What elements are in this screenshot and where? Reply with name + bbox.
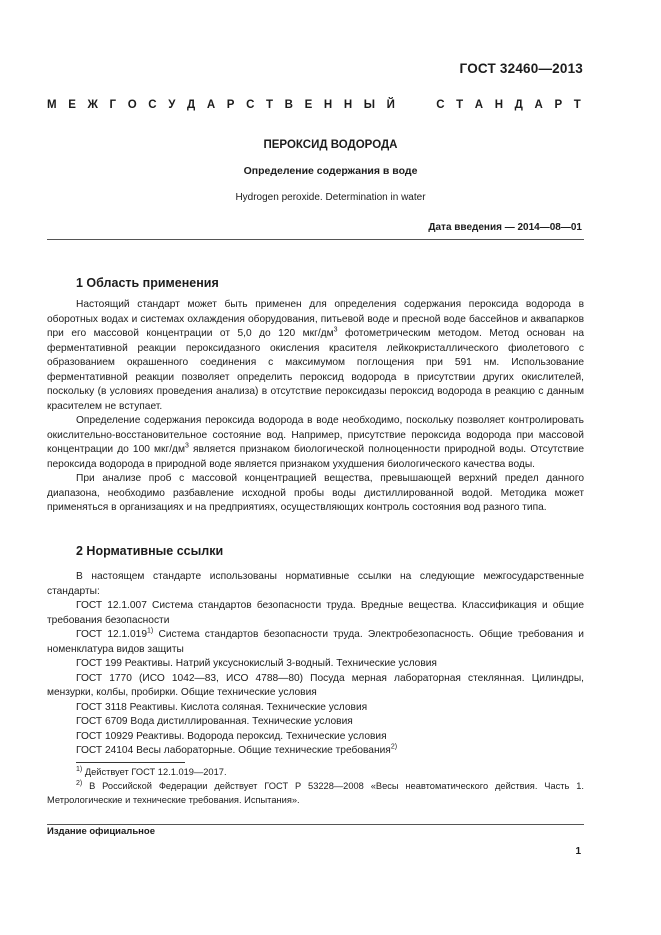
banner-letter: Г [109,99,117,111]
banner-letter: Н [343,99,353,111]
banner-letter: Е [304,99,313,111]
header-divider [47,239,584,240]
section-1-paragraph-1: Настоящий стандарт может быть применен для определения содержания пероксида водорода в оборотных водах и системах охлаждения оборудования, питьевой воде и пресной воде бассейнов и аквапарков при его массовой концентрации от 5,0 до 120 мкг/$дм^3$ фотометрическим методом. Метод основан на ферментативной реакции пероксидазного окисления красителя лейкокристаллического фиолетового с образованием окрашенного соединения с максимумом поглощения при 591 нм. Использование ферментативной реакции позволяет определить пероксид водорода в присутствии других окислителей, поскольку (в условиях проведения анализа) в отсутствие пероксидазы пероксид водорода в реакцию с данным красителем не вступает. [47,299,584,412]
banner-letter: Р [226,99,235,111]
banner-letter: Н [494,99,504,111]
banner-letter: Ы [363,99,376,111]
reference-item: ГОСТ 10929 Реактивы. Водорода пероксид. Технические условия [76,730,387,742]
banner-letter: Т [266,99,274,111]
banner-letter: А [206,99,216,111]
reference-item: ГОСТ 12.1.019$^{1)}$ Система стандартов безопасности труда. Электробезопасность. Общие требования и номенклатура видов защиты [47,627,584,655]
official-edition-label: Издание официальное [47,826,155,837]
banner-letter: Е [68,99,76,111]
reference-item: ГОСТ 12.1.007 Система стандартов безопасности труда. Вредные вещества. Классификация и общие требования безопасности [47,600,584,626]
banner-letter: Й [386,99,395,111]
banner-letter: Т [573,99,581,111]
banner-letter: С [436,99,445,111]
banner-letter: У [168,99,176,111]
footnote-1: $^{1)}$ Действует ГОСТ 12.1.019—2017. [76,765,227,777]
document-subtitle: Определение содержания в воде [243,165,418,177]
introduction-date: Дата введения — 2014—08—01 [428,222,582,233]
section-1-heading: 1 Область применения [76,276,219,290]
reference-item: ГОСТ 199 Реактивы. Натрий уксуснокислый 3-водный. Технические условия [76,658,437,669]
banner-letter [421,99,424,111]
footnote-2: $^{2)}$ В Российской Федерации действует ГОСТ Р 53228—2008 «Весы неавтоматического действия. Часть 1. Метрологические и технические требования. Испытания». [47,779,584,805]
english-title: Hydrogen peroxide. Determination in water [235,192,426,203]
section-2-heading: 2 Нормативные ссылки [76,544,224,558]
banner-letter: Т [456,99,464,111]
document-title: ПЕРОКСИД ВОДОРОДА [263,139,398,151]
banner-letter: Н [323,99,333,111]
reference-item: ГОСТ 1770 (ИСО 1042—83, ИСО 4788—80) Посуда мерная лабораторная стеклянная. Цилиндры, мензурки, колбы, пробирки. Общие технические условия [47,672,584,698]
standard-number: ГОСТ 32460—2013 [459,61,583,76]
banner-letter: Д [187,99,196,111]
banner-letter: Ж [87,99,98,111]
banner-letter: С [246,99,255,111]
banner-letter [407,99,410,111]
banner-letter: А [534,99,543,111]
section-1-body [47,298,584,516]
section-1-paragraph-3: При анализе проб с массовой концентрацией вещества, превышающей верхний предел данного диапазона, необходимо разбавление исходной пробы воды дистиллированной водой. Методика может применяться в организациях и на предприятиях, осуществляющих контроль состояния вод разного типа. [47,473,584,513]
section-1-paragraph-2: Определение содержания пероксида водорода в воде необходимо, поскольку позволяет контролировать окислительно-восстановительное состояние вод. Например, присутствие пероксида водорода при массовой концентрации до 100 мкг/$дм^3$ является признаком биологической полноценности природной воды. Отсутствие пероксида водорода в природной воде является признаком ухудшения биологического качества воды. [47,415,584,470]
footnote-separator [76,762,185,763]
interstate-standard-banner [47,99,581,111]
section-2-body [47,570,584,759]
banner-letter: Р [554,99,563,111]
reference-item: ГОСТ 24104 Весы лабораторные. Общие технические требования$^{2)}$ [76,743,398,756]
footnotes [47,765,584,807]
page-number: 1 [575,846,581,857]
reference-item: ГОСТ 3118 Реактивы. Кислота соляная. Технические условия [76,701,368,713]
banner-letter: А [474,99,484,111]
banner-letter: С [148,99,157,111]
footer-divider [47,824,584,825]
reference-item: ГОСТ 6709 Вода дистиллированная. Технические условия [76,716,353,727]
banner-letter: М [47,99,57,111]
banner-letter: В [284,99,293,111]
banner-letter: Д [514,99,523,111]
banner-letter: О [127,99,137,111]
section-2-intro: В настоящем стандарте использованы нормативные ссылки на следующие межгосударственные стандарты: [47,571,584,597]
